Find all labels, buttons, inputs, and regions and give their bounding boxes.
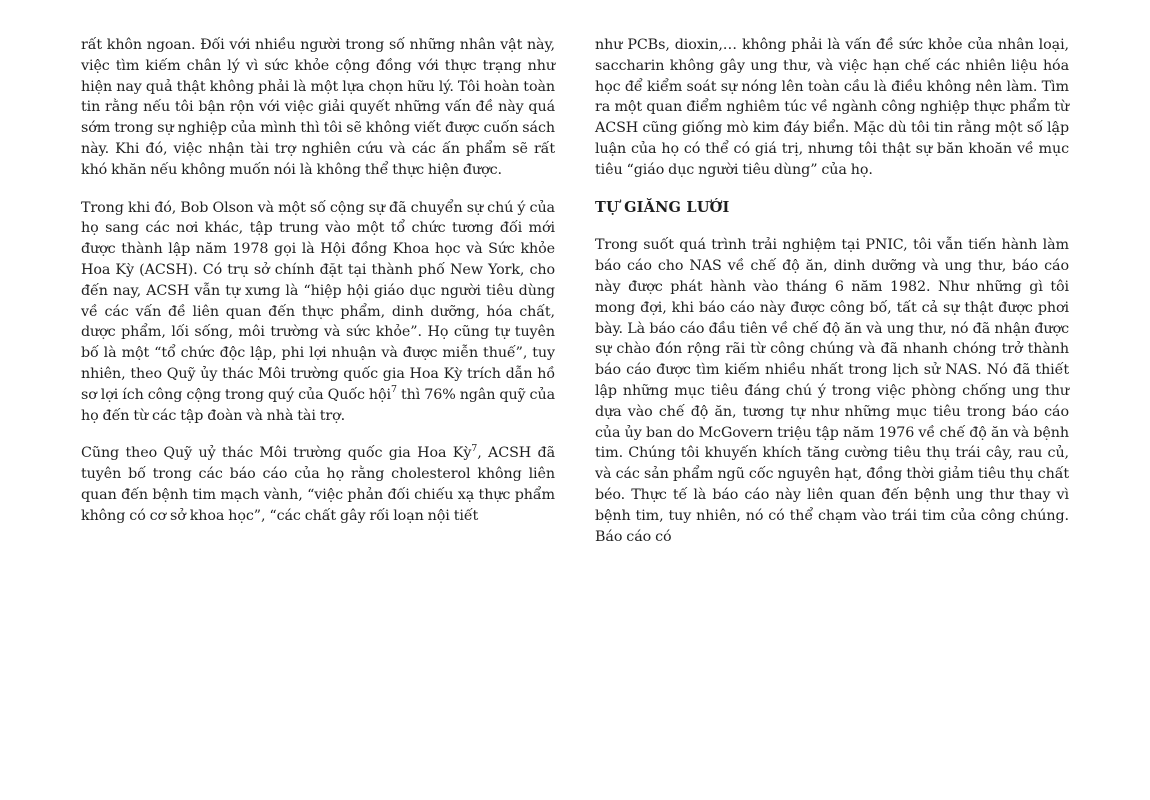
left-paragraph-1 xyxy=(81,35,555,181)
footnote-ref-7: 7 xyxy=(390,383,397,395)
left-paragraph-3-text-b: , ACSH đã tuyên bố trong các báo cáo của họ rằng cholesterol không liên quan đến bệnh tim mạch vành, “việc phản đối chiếu xạ thực phẩm không có cơ sở khoa học”, “các chất gây rối loạn nội tiết xyxy=(81,445,555,524)
right-paragraph-1 xyxy=(595,35,1069,181)
right-column xyxy=(595,35,1069,547)
right-paragraph-2-text: Trong suốt quá trình trải nghiệm tại PNIC, tôi vẫn tiến hành làm báo cáo cho NAS về chế độ ăn, dinh dưỡng và ung thư, báo cáo này được phát hành vào tháng 6 năm 1982. Như những gì tôi mong đợi, khi báo cáo này được công bố, tất cả sự thật được phơi bày. Là báo cáo đầu tiên về chế độ ăn và ung thư, nó đã nhận được sự chào đón rộng rãi từ công chúng và đã nhanh chóng trở thành báo cáo được tìm kiếm nhiều nhất trong lịch sử NAS. Nó đã thiết lập những mục tiêu đáng chú ý trong việc phòng chống ung thư dựa vào chế độ ăn, tương tự như những mục tiêu trong báo cáo của ủy ban do McGovern triệu tập năm 1976 về chế độ ăn và bệnh tim. Chúng tôi khuyến khích tăng cường tiêu thụ trái cây, rau củ, và các sản phẩm ngũ cốc nguyên hạt, đồng thời giảm tiêu thụ chất béo. Thực tế là báo cáo này liên quan đến bệnh ung thư thay vì bệnh tim, tuy nhiên, nó có thể chạm vào trái tim của công chúng. Báo cáo có xyxy=(595,237,1069,545)
left-paragraph-2-text-a: Trong khi đó, Bob Olson và một số cộng sự đã chuyển sự chú ý của họ sang các nơi khác, tập trung vào một tổ chức tương đối mới được thành lập năm 1978 gọi là Hội đồng Khoa học và Sức khỏe Hoa Kỳ (ACSH). Có trụ sở chính đặt tại thành phố New York, cho đến nay, ACSH vẫn tự xưng là “hiệp hội giáo dục người tiêu dùng về các vấn đề liên quan đến thực phẩm, dinh dưỡng, hóa chất, dược phẩm, lối sống, môi trường và sức khỏe”. Họ cũng tự tuyên bố là một “tổ chức độc lập, phi lợi nhuận và được miễn thuế”, tuy nhiên, theo Quỹ ủy thác Môi trường quốc gia Hoa Kỳ trích dẫn hồ sơ lợi ích công cộng trong quý của Quốc hội xyxy=(81,199,555,403)
right-paragraph-1-text: như PCBs, dioxin,… không phải là vấn đề sức khỏe của nhân loại, saccharin không gây ung thư, và việc hạn chế các nhiên liệu hóa học để kiểm soát sự nóng lên toàn cầu là điều không nên làm. Tìm ra một quan điểm nghiêm túc về ngành công nghiệp thực phẩm từ ACSH cũng giống mò kim đáy biển. Mặc dù tôi tin rằng một số lập luận của họ có thể có giá trị, nhưng tôi thật sự băn khoăn về mục tiêu “giáo dục người tiêu dùng” của họ. xyxy=(595,37,1069,178)
paragraph-gap xyxy=(81,181,555,198)
paragraph-gap xyxy=(595,181,1069,198)
footnote-ref-7: 7 xyxy=(471,442,478,454)
left-paragraph-2 xyxy=(81,198,555,427)
left-paragraph-3 xyxy=(81,443,555,526)
left-paragraph-3-text-a: Cũng theo Quỹ uỷ thác Môi trường quốc gia Hoa Kỳ xyxy=(81,445,472,462)
paragraph-gap xyxy=(81,426,555,443)
left-column xyxy=(81,35,555,527)
right-paragraph-2 xyxy=(595,235,1069,547)
paragraph-gap xyxy=(595,218,1069,235)
left-paragraph-2-text-b: thì 76% ngân quỹ của họ đến từ các tập đoàn và nhà tài trợ. xyxy=(81,386,555,424)
left-paragraph-1-text: rất khôn ngoan. Đối với nhiều người trong số những nhân vật này, việc tìm kiếm chân lý vì sức khỏe cộng đồng với thực trạng như hiện nay quả thật không phải là một lựa chọn hữu lý. Tôi hoàn toàn tin rằng nếu tôi bận rộn với việc giải quyết những vấn đề này quá sớm trong sự nghiệp của mình thì tôi sẽ không viết được cuốn sách này. Khi đó, việc nhận tài trợ nghiên cứu và các ấn phẩm sẽ rất khó khăn nếu không muốn nói là không thể thực hiện được. xyxy=(81,37,555,178)
section-heading: TỰ GIĂNG LƯỚI xyxy=(595,198,730,216)
